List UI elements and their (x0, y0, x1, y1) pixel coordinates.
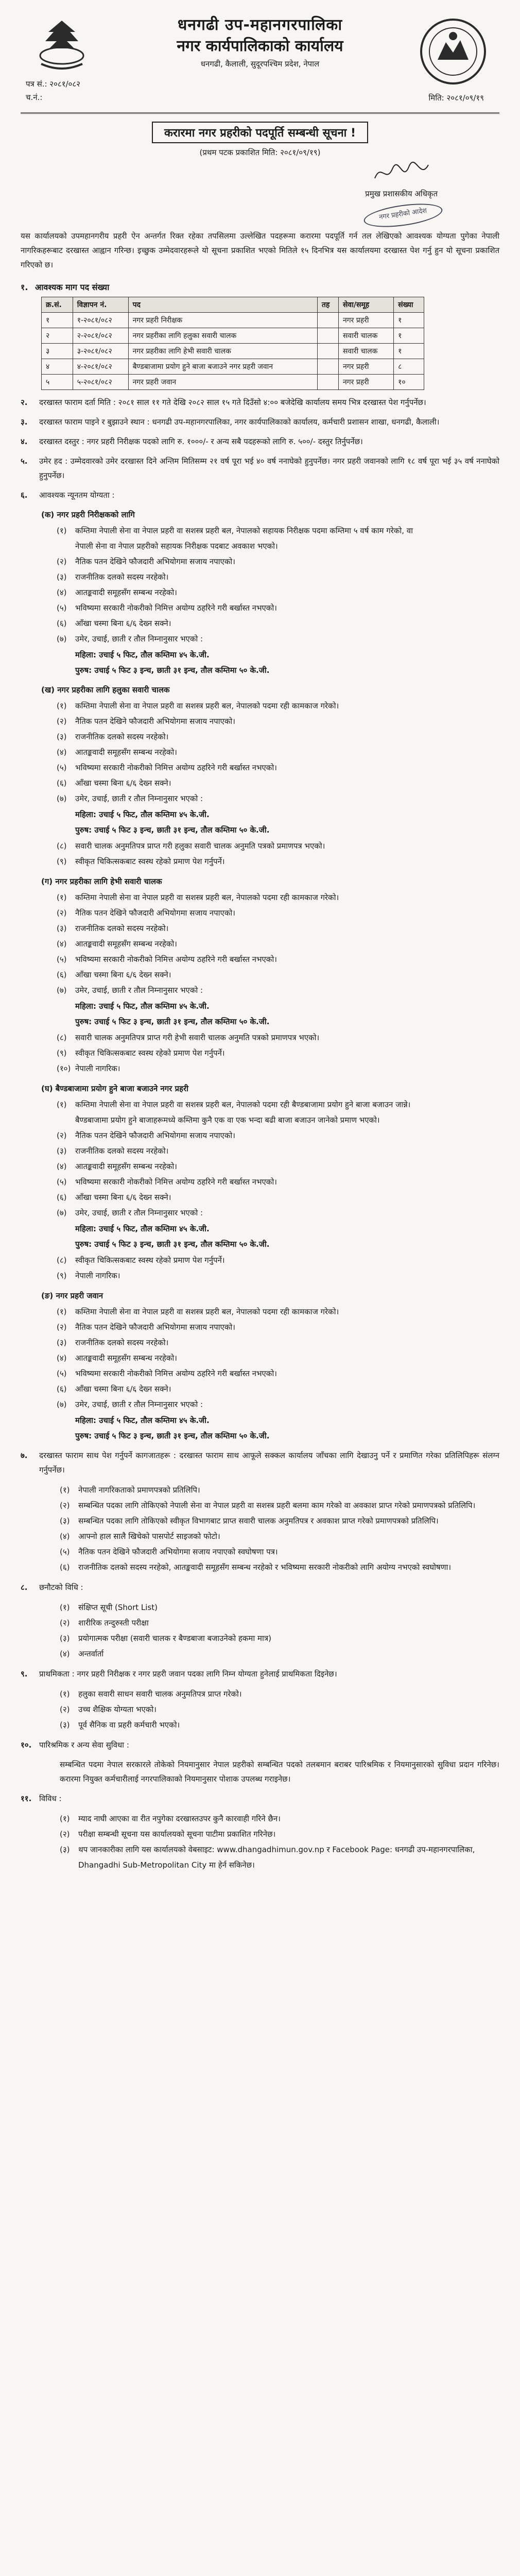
paragraph-text: दरखास्त फाराम पाइने र बुझाउने स्थान : धनगढी उप-महानगरपालिका, नगर कार्यपालिकाको कार्यालय, कर्मचारी प्रशासन शाखा, धनगढी, कैलाली। (39, 417, 440, 427)
office-title-line1: धनगढी उप-महानगरपालिका (177, 16, 343, 34)
list-item (57, 838, 499, 854)
item-number: (५) (57, 603, 67, 613)
letterhead (21, 11, 499, 114)
table-cell: १ (394, 313, 424, 328)
office-address: धनगढी, कैलाली, सुदूरपश्चिम प्रदेश, नेपाल (200, 59, 320, 69)
item-number: (२) (60, 1829, 70, 1839)
table-cell: ५-२०८१/०८२ (73, 375, 128, 390)
item-number: (४) (60, 1532, 70, 1541)
item-text: सवारी चालक अनुमतिपत्र प्राप्त गरी हलुका सवारी चालक अनुमति पत्रको प्रमाणपत्र भएको। (75, 841, 325, 851)
table-cell: नगर प्रहरीका लागि हलुका सवारी चालक (128, 328, 317, 344)
item-text: नेपाली सेना वा नेपाल प्रहरीको सहायक निरीक्षक पदबाट अवकाश भएको। (75, 541, 278, 551)
list-item (60, 1498, 499, 1513)
numbered-paragraph (21, 395, 499, 410)
table-cell: ८ (394, 359, 424, 375)
item-number: (२) (57, 717, 67, 726)
item-text: उमेर, उचाई, छाती र तौल निम्नानुसार भएको : (75, 1400, 203, 1409)
list-item (57, 1190, 499, 1205)
item-number: (२) (60, 1705, 70, 1714)
column-header: पद (128, 297, 317, 313)
item-text: राजनीतिक दलको सदस्य नरहेको। (75, 924, 169, 933)
item-text: आँखा चस्मा बिना ६/६ देख्न सक्ने। (75, 1193, 171, 1202)
section-10: १०. पारिश्रमिक र अन्य सेवा सुविधा : (21, 1740, 129, 1750)
item-number: (३) (57, 1146, 67, 1156)
table-row (42, 359, 424, 375)
item-number: (१) (57, 1100, 67, 1109)
item-number: (७) (57, 634, 67, 643)
notice-title: करारमा नगर प्रहरीको पदपूर्ति सम्बन्धी सूचना ! (152, 122, 368, 143)
item-number: (४) (57, 588, 67, 597)
list-item (57, 905, 499, 921)
list-item (57, 1174, 499, 1190)
header-divider (21, 112, 499, 114)
item-text: अन्तर्वार्ता (78, 1649, 104, 1658)
item-text: भविष्यमा सरकारी नोकरीको निमित्त अयोग्य ठहरिने गरी बर्खास्त नभएको। (75, 1369, 277, 1378)
item-text: आतङ्कवादी समूहसँग सम्बन्ध नरहेको। (75, 939, 177, 948)
table-cell: ४-२०८१/०८२ (73, 359, 128, 375)
list-item (57, 1159, 499, 1174)
item-text: आँखा चस्मा बिना ६/६ देख्न सक्ने। (75, 778, 171, 788)
paragraph-number: ५. (21, 456, 28, 466)
section-7: ७. दरखास्त फाराम साथ पेश गर्नुपर्ने कागजातहरू : दरखास्त फाराम साथ आफूले सक्कल कार्यालय जाँचका लागि देखाउनु पर्ने र प्रमाणित गरेका प्रतिलिपिहरू संलग्न गर्नुपर्नेछ। (21, 1451, 499, 1475)
item-number (57, 538, 75, 554)
item-text: सम्बन्धित पदका लागि तोकिएको स्वीकृत विभागबाट प्राप्त सवारी चालक अनुमतिपत्र र अवकाश प्राप्त गरेको प्रमाणपत्रको प्रतिलिपि। (78, 1516, 439, 1526)
item-number: (१) (60, 1485, 70, 1495)
letter-number: पत्र सं.: २०८१/०८२ (26, 79, 80, 89)
intro-paragraph: यस कार्यालयको उपमहानगरीय प्रहरी ऐन अन्तर्गत रिक्त रहेका तपसिलमा उल्लेखित पदहरूमा करारमा पदपूर्ति गर्न तल लेखिएको आवश्यक योग्यता पुगेका नेपाली नागरिकहरूबाट दरखास्त आह्वान गरिन्छ। इच्छुक उम्मेदवारहरूले यो सूचना प्रकाशित भएको मितिले १५ दिनभित्र यस कार्यालयमा दरखास्त पेश गर्नु हुन यो सूचना प्रकाशित गरिएको छ। (21, 231, 499, 269)
list-item (57, 1381, 499, 1397)
qual-ga-extra (57, 1030, 499, 1076)
item-number: (४) (57, 1162, 67, 1171)
table-cell: नगर प्रहरी (338, 375, 393, 390)
list-item (57, 1143, 499, 1159)
column-header: सेवा/समूह (338, 297, 393, 313)
item-text: आतङ्कवादी समूहसँग सम्बन्ध नरहेको। (75, 1162, 177, 1171)
item-number: (५) (57, 955, 67, 964)
item-text: आँखा चस्मा बिना ६/६ देख्न सक्ने। (75, 970, 171, 979)
paragraph-text: आवश्यक न्यूनतम योग्यता : (39, 490, 115, 500)
table-cell (317, 359, 338, 375)
list-item (57, 585, 499, 600)
item-number: (६) (57, 619, 67, 628)
list-item (57, 760, 499, 775)
list-item (60, 1842, 499, 1873)
list-item (57, 1319, 499, 1335)
item-number: (४) (57, 1353, 67, 1363)
list-item (57, 1397, 499, 1412)
item-text: राजनीतिक दलको सदस्य नरहेको, आतङ्कवादी समूहसँग सम्बन्ध नरहेको र भविष्यमा सरकारी नोकरीको लागि अयोग्य नभएको स्वघोषणा। (78, 1563, 452, 1572)
item-number: (७) (57, 986, 67, 995)
signer-title: प्रमुख प्रशासकीय अधिकृत (365, 189, 438, 198)
list-item (57, 744, 499, 760)
table-cell: ४ (42, 359, 73, 375)
item-number: (१) (60, 1814, 70, 1823)
table-cell: ३-२०८१/०८२ (73, 344, 128, 359)
list-item (60, 1646, 499, 1662)
numbered-paragraph (21, 415, 499, 429)
qual-nga-male: पुरुष: उचाई ५ फिट ३ इन्च, छाती ३१ इन्च, तौल कम्तिमा ५० के.जी. (75, 1431, 270, 1440)
list-item (57, 554, 499, 569)
table-cell: १ (394, 344, 424, 359)
list-item (60, 1513, 499, 1529)
table-cell: ३ (42, 344, 73, 359)
list-item (57, 791, 499, 806)
item-text: संक्षिप्त सूची (Short List) (78, 1603, 158, 1612)
posts-table (41, 297, 424, 390)
item-number: (४) (60, 1649, 70, 1658)
signature-block (21, 158, 499, 225)
item-number: (३) (57, 572, 67, 582)
qual-nga-title: (ङ) नगर प्रहरी जवान (41, 1291, 103, 1300)
qual-gha-extra (57, 1252, 499, 1283)
item-number: (६) (57, 778, 67, 788)
nepal-emblem-icon (31, 16, 93, 73)
item-number: (१) (60, 1603, 70, 1612)
item-number: (७) (57, 1208, 67, 1217)
item-text: नैतिक पतन देखिने फौजदारी अभियोगमा सजाय नपाएको। (75, 1323, 235, 1332)
qual-kha-extra (57, 838, 499, 869)
list-item (60, 1560, 499, 1575)
item-number: (९) (57, 1048, 67, 1058)
qual-gha-male: पुरुष: उचाई ५ फिट ३ इन्च, छाती ३१ इन्च, तौल कम्तिमा ५० के.जी. (75, 1240, 270, 1249)
item-number: (७) (57, 794, 67, 803)
item-text: नैतिक पतन देखिने फौजदारी अभियोगमा सजाय नपाएको। (75, 717, 235, 726)
item-text: हलुका सवारी साधन सवारी चालक अनुमतिपत्र प्राप्त गरेको। (78, 1689, 242, 1699)
item-text: आँखा चस्मा बिना ६/६ देख्न सक्ने। (75, 1384, 171, 1394)
item-text: उमेर, उचाई, छाती र तौल निम्नानुसार भएको : (75, 986, 203, 995)
item-text: उमेर, उचाई, छाती र तौल निम्नानुसार भएको : (75, 794, 203, 803)
paragraph-text: उमेर हद : उम्मेदवारको उमेर दरखास्त दिने अन्तिम मितिसम्म २१ वर्ष पूरा भई ४० वर्ष ननाघेको हुनुपर्नेछ। नगर प्रहरी जवानको लागि १८ वर्ष पूरा भई ३५ वर्ष ननाघेको हुनुपर्नेछ। (39, 456, 499, 480)
item-number: (२) (57, 557, 67, 566)
item-text: शारीरिक तन्दुरुस्ती परीक्षा (78, 1618, 149, 1628)
item-text: नेपाली नागरिकताको प्रमाणपत्रको प्रतिलिपि। (78, 1485, 200, 1495)
item-text: भविष्यमा सरकारी नोकरीको निमित्त अयोग्य ठहरिने गरी बर्खास्त नभएको। (75, 603, 277, 613)
table-cell: बैण्डबाजामा प्रयोग हुने बाजा बजाउने नगर प्रहरी जवान (128, 359, 317, 375)
table-row (42, 344, 424, 359)
item-text: राजनीतिक दलको सदस्य नरहेको। (75, 572, 169, 582)
item-number: (३) (60, 1845, 70, 1854)
item-text: पूर्व सैनिक वा प्रहरी कर्मचारी भएको। (78, 1720, 180, 1730)
qual-ga-female: महिला: उचाई ५ फिट, तौल कम्तिमा ४५ के.जी. (75, 1002, 210, 1011)
qual-kha-male: पुरुष: उचाई ५ फिट ३ इन्च, छाती ३१ इन्च, तौल कम्तिमा ५० के.जी. (75, 825, 270, 835)
list-item (57, 1112, 499, 1128)
table-row (42, 375, 424, 390)
item-number: (१) (57, 701, 67, 710)
item-text: बैण्डबाजामा प्रयोग हुने बाजाहरूमध्ये कम्तिमा कुनै एक वा एक भन्दा बढी बाजा बजाउन जानेको प्रमाण भएको। (75, 1115, 380, 1125)
list-item (60, 1826, 499, 1842)
qual-kha-female: महिला: उचाई ५ फिट, तौल कम्तिमा ४५ के.जी. (75, 810, 210, 819)
item-text: आफ्नो हाल सालै खिचेको पासपोर्ट साइजको फोटो। (78, 1532, 220, 1541)
paragraph-number: २. (21, 398, 28, 407)
table-cell (317, 344, 338, 359)
item-text: भविष्यमा सरकारी नोकरीको निमित्त अयोग्य ठहरिने गरी बर्खास्त नभएको। (75, 955, 277, 964)
item-number: (९) (57, 1271, 67, 1280)
item-text: राजनीतिक दलको सदस्य नरहेको। (75, 732, 169, 741)
publish-date: (प्रथम पटक प्रकाशित मिति: २०८१/०९/१९) (199, 148, 321, 157)
item-number: (३) (60, 1634, 70, 1643)
reference-block (26, 77, 80, 104)
table-cell: ५ (42, 375, 73, 390)
item-number: (२) (57, 908, 67, 918)
list-item (57, 600, 499, 616)
table-cell (317, 313, 338, 328)
table-cell (317, 328, 338, 344)
item-number: (२) (60, 1501, 70, 1510)
item-text: कम्तिमा नेपाली सेना वा नेपाल प्रहरी वा सशस्त्र प्रहरी बल, नेपालको पदमा रही बैण्डबाजामा प्रयोग हुने बाजा बजाउन जान्ने। (75, 1100, 411, 1109)
list-item (60, 1482, 499, 1498)
list-item (60, 1544, 499, 1560)
list-item (57, 1350, 499, 1366)
list-item (57, 1128, 499, 1143)
item-text: भविष्यमा सरकारी नोकरीको निमित्त अयोग्य ठहरिने गरी बर्खास्त नभएको। (75, 763, 277, 772)
item-text: राजनीतिक दलको सदस्य नरहेको। (75, 1146, 169, 1156)
list-item (57, 698, 499, 714)
list-item (57, 1045, 499, 1061)
table-cell (317, 375, 338, 390)
list-item (57, 631, 499, 647)
qual-kha-list (57, 698, 499, 806)
list-item (57, 616, 499, 631)
item-number: (३) (57, 1338, 67, 1347)
section-1-title: १. आवश्यक माग पद संख्या (21, 282, 110, 292)
numbered-paragraph (21, 454, 499, 483)
list-item (57, 921, 499, 936)
list-item (57, 1205, 499, 1221)
section-8: ८. छनौटको विधि : (21, 1583, 83, 1592)
item-number: (८) (57, 1256, 67, 1265)
list-item (60, 1811, 499, 1826)
item-text: आतङ्कवादी समूहसँग सम्बन्ध नरहेको। (75, 748, 177, 757)
list-item (57, 1252, 499, 1268)
qual-kha-title: (ख) नगर प्रहरीका लागि हलुका सवारी चालक (41, 685, 170, 694)
item-text: कम्तिमा नेपाली सेना वा नेपाल प्रहरी वा सशस्त्र प्रहरी बल, नेपालको पदमा रही कामकाज गरेको। (75, 893, 339, 902)
qual-ka-list (57, 523, 499, 647)
item-text: म्याद नाघी आएका वा रीत नपुगेका दरखास्तउपर कुनै कारवाही गरिने छैन। (78, 1814, 281, 1823)
paragraph-number: ३. (21, 417, 28, 427)
item-text: नेपाली नागरिक। (75, 1064, 120, 1073)
item-text: आतङ्कवादी समूहसँग सम्बन्ध नरहेको। (75, 588, 177, 597)
list-item (57, 1366, 499, 1381)
table-cell: नगर प्रहरीका लागि हेभी सवारी चालक (128, 344, 317, 359)
list-item (57, 1061, 499, 1076)
letter-date: मिति: २०८१/०९/१९ (428, 93, 484, 103)
qual-ka-title: (क) नगर प्रहरी निरीक्षकको लागि (41, 510, 135, 519)
item-number: (२) (57, 1323, 67, 1332)
item-number: (१) (57, 1307, 67, 1316)
list-item (60, 1615, 499, 1631)
item-text: कम्तिमा नेपाली सेना वा नेपाल प्रहरी वा सशस्त्र प्रहरी बल, नेपालको पदमा रही कामकाज गरेको। (75, 1307, 339, 1316)
qual-gha-female: महिला: उचाई ५ फिट, तौल कम्तिमा ४५ के.जी. (75, 1224, 210, 1233)
item-number: (३) (57, 732, 67, 741)
item-text: कम्तिमा नेपाली सेना वा नेपाल प्रहरी वा सशस्त्र प्रहरी बल, नेपालको पदमा रही कामकाज गरेको। (75, 701, 339, 710)
list-item (57, 569, 499, 585)
qual-ka-female: महिला: उचाई ५ फिट, तौल कम्तिमा ४५ के.जी. (75, 650, 210, 659)
table-cell: १-२०८१/०८२ (73, 313, 128, 328)
municipality-seal-icon (417, 15, 489, 88)
item-number: (५) (57, 763, 67, 772)
table-cell: २ (42, 328, 73, 344)
list-item (57, 967, 499, 982)
list-item (57, 1268, 499, 1283)
item-number: (२) (60, 1618, 70, 1628)
item-text: भविष्यमा सरकारी नोकरीको निमित्त अयोग्य ठहरिने गरी बर्खास्त नभएको। (75, 1177, 277, 1187)
dispatch-number: च.नं.: (26, 93, 43, 102)
item-text: आतङ्कवादी समूहसँग सम्बन्ध नरहेको। (75, 1353, 177, 1363)
list-item (57, 775, 499, 791)
item-text: आँखा चस्मा बिना ६/६ देख्न सक्ने। (75, 619, 171, 628)
qual-ga-title: (ग) नगर प्रहरीका लागि हेभी सवारी चालक (41, 877, 162, 886)
item-text: उच्च शैक्षिक योग्यता भएको। (78, 1705, 157, 1714)
item-text: नैतिक पतन देखिने फौजदारी अभियोगमा सजाय नपाएको स्वघोषणा पत्र। (78, 1547, 278, 1556)
item-text: उमेर, उचाई, छाती र तौल निम्नानुसार भएको : (75, 634, 203, 643)
paragraph-number: ६. (21, 490, 28, 500)
list-item (57, 936, 499, 952)
office-title-line2: नगर कार्यपालिकाको कार्यालय (177, 37, 343, 55)
item-number: (५) (60, 1547, 70, 1556)
item-text: नेपाली नागरिक। (75, 1271, 120, 1280)
paragraph-text: दरखास्त दस्तुर : नगर प्रहरी निरीक्षक पदको लागि रु. १०००/- र अन्य सबै पदहरूको लागि रु. ५००/- दस्तुर तिर्नुपर्नेछ। (39, 437, 363, 446)
item-text: नैतिक पतन देखिने फौजदारी अभियोगमा सजाय नपाएको। (75, 908, 235, 918)
section-9-list (60, 1686, 499, 1733)
item-number: (५) (57, 1369, 67, 1378)
list-item (57, 1097, 499, 1112)
item-text: सम्बन्धित पदका लागि तोकिएको नेपाली सेना वा नेपाल प्रहरी वा सशस्त्र प्रहरी बलमा काम गरेको वा अवकाश प्राप्त गरेको प्रमाणपत्रको प्रतिलिपि। (78, 1501, 476, 1510)
item-number: (१०) (57, 1064, 71, 1073)
item-number: (९) (57, 857, 67, 866)
qual-nga-female: महिला: उचाई ५ फिट, तौल कम्तिमा ४५ के.जी. (75, 1416, 210, 1425)
table-cell: २-२०८१/०८२ (73, 328, 128, 344)
list-item (57, 729, 499, 744)
qual-gha-list (57, 1097, 499, 1221)
list-item (60, 1702, 499, 1717)
table-cell: १० (394, 375, 424, 390)
item-text: सवारी चालक अनुमतिपत्र प्राप्त गरी हेभी सवारी चालक अनुमति पत्रको प्रमाणपत्र भएको। (75, 1033, 320, 1042)
table-cell: सवारी चालक (338, 344, 393, 359)
item-text: नैतिक पतन देखिने फौजदारी अभियोगमा सजाय नपाएको। (75, 1131, 235, 1140)
item-number: (८) (57, 1033, 67, 1042)
qual-gha-title: (घ) बैण्डबाजामा प्रयोग हुने बाजा बजाउने नगर प्रहरी (41, 1084, 189, 1093)
column-header: तह (317, 297, 338, 313)
list-item (57, 952, 499, 967)
item-number: (१) (60, 1689, 70, 1699)
office-stamp: नगर प्रहरीको आदेश (362, 199, 444, 231)
item-text: राजनीतिक दलको सदस्य नरहेको। (75, 1338, 169, 1347)
item-number: (५) (57, 1177, 67, 1187)
item-number: (३) (57, 924, 67, 933)
qual-ka-male: पुरुष: उचाई ५ फिट ३ इन्च, छाती ३१ इन्च, तौल कम्तिमा ५० के.जी. (75, 666, 270, 675)
numbered-paragraph (21, 488, 499, 502)
item-number: (८) (57, 841, 67, 851)
signature-icon (371, 158, 432, 189)
section-8-list (60, 1600, 499, 1662)
item-number: (३) (60, 1720, 70, 1730)
table-cell: १ (42, 313, 73, 328)
item-text: स्वीकृत चिकित्सकबाट स्वस्थ रहेको प्रमाण पेश गर्नुपर्ने। (75, 1256, 225, 1265)
list-item (60, 1717, 499, 1733)
list-item (57, 1304, 499, 1319)
item-number: (३) (60, 1516, 70, 1526)
table-cell: नगर प्रहरी (338, 313, 393, 328)
list-item (57, 523, 499, 538)
item-number: (६) (60, 1563, 70, 1572)
item-text: थप जानकारीका लागि यस कार्यालयको वेबसाइट: www.dhangadhimun.gov.np र Facebook Page: धनगढी उप-महानगरपालिका, Dhangadhi Sub-Metropolitan City मा हेर्न सकिनेछ। (78, 1845, 475, 1870)
item-text: प्रयोगात्मक परीक्षा (सवारी चालक र बैण्डबाजा बजाउनेको हकमा मात्र) (78, 1634, 271, 1643)
list-item (60, 1600, 499, 1615)
list-item (57, 982, 499, 998)
list-item (57, 538, 499, 554)
item-number: (२) (57, 1131, 67, 1140)
column-header: संख्या (394, 297, 424, 313)
qual-ga-list (57, 890, 499, 998)
section-7-list (60, 1482, 499, 1575)
table-cell: नगर प्रहरी निरीक्षक (128, 313, 317, 328)
table-cell: नगर प्रहरी (338, 359, 393, 375)
item-number: (६) (57, 1384, 67, 1394)
item-text: परीक्षा सम्बन्धी सूचना यस कार्यालयको सूचना पाटीमा प्रकाशित गरिनेछ। (78, 1829, 276, 1839)
list-item (57, 854, 499, 869)
item-number (57, 1112, 75, 1128)
item-text: नैतिक पतन देखिने फौजदारी अभियोगमा सजाय नपाएको। (75, 557, 235, 566)
section-9: ९. प्राथमिकता : नगर प्रहरी निरीक्षक र नगर प्रहरी जवान पदका लागि निम्न योग्यता हुनेलाई प्राथमिकता दिइनेछ। (21, 1669, 337, 1679)
item-text: कम्तिमा नेपाली सेना वा नेपाल प्रहरी वा सशस्त्र प्रहरी बल, नेपालको सहायक निरीक्षक पदमा कम्तिमा ५ वर्ष काम गरेको, वा (75, 526, 413, 535)
item-number: (६) (57, 1193, 67, 1202)
paragraph-number: ४. (21, 437, 28, 446)
section-11: ११. विविध : (21, 1794, 62, 1803)
item-text: स्वीकृत चिकित्सकबाट स्वस्थ रहेको प्रमाण पेश गर्नुपर्ने। (75, 857, 225, 866)
list-item (60, 1529, 499, 1544)
table-row (42, 313, 424, 328)
item-text: उमेर, उचाई, छाती र तौल निम्नानुसार भएको : (75, 1208, 203, 1217)
paragraph-text: दरखास्त फाराम दर्ता मिति : २०८१ साल ११ गते देखि २०८२ साल १५ गते दिउँसो ४:०० बजेदेखि कार्यालय समय भित्र दरखास्त पेश गर्नुपर्नेछ। (39, 398, 426, 407)
column-header: विज्ञापन नं. (73, 297, 128, 313)
item-number: (४) (57, 939, 67, 948)
numbered-paragraph (21, 434, 499, 449)
item-number: (१) (57, 526, 67, 535)
table-cell: सवारी चालक (338, 328, 393, 344)
item-text: स्वीकृत चिकित्सकबाट स्वस्थ रहेको प्रमाण पेश गर्नुपर्ने। (75, 1048, 225, 1058)
item-number: (१) (57, 893, 67, 902)
list-item (57, 714, 499, 729)
column-header: क्र.सं. (42, 297, 73, 313)
table-row (42, 328, 424, 344)
item-number: (४) (57, 748, 67, 757)
section-10-text: सम्बन्धित पदमा नेपाल सरकारले तोकेको नियमानुसार नेपाल प्रहरीको सम्बन्धित पदको तलबमान बराबर पारिश्रमिक र नियमानुसारको सुविधा प्रदान गरिनेछ। करारमा नियुक्त कर्मचारीलाई नगरपालिकाको नियमानुसार पोशाक उपलब्ध गराइनेछ। (60, 1760, 499, 1784)
list-item (57, 1030, 499, 1045)
item-number: (७) (57, 1400, 67, 1409)
table-cell: नगर प्रहरी जवान (128, 375, 317, 390)
list-item (60, 1631, 499, 1646)
qual-nga-list (57, 1304, 499, 1412)
table-cell: १ (394, 328, 424, 344)
list-item (57, 1335, 499, 1350)
qual-ga-male: पुरुष: उचाई ५ फिट ३ इन्च, छाती ३१ इन्च, तौल कम्तिमा ५० के.जी. (75, 1017, 270, 1026)
section-11-list (60, 1811, 499, 1873)
list-item (57, 890, 499, 905)
item-number: (६) (57, 970, 67, 979)
list-item (60, 1686, 499, 1702)
